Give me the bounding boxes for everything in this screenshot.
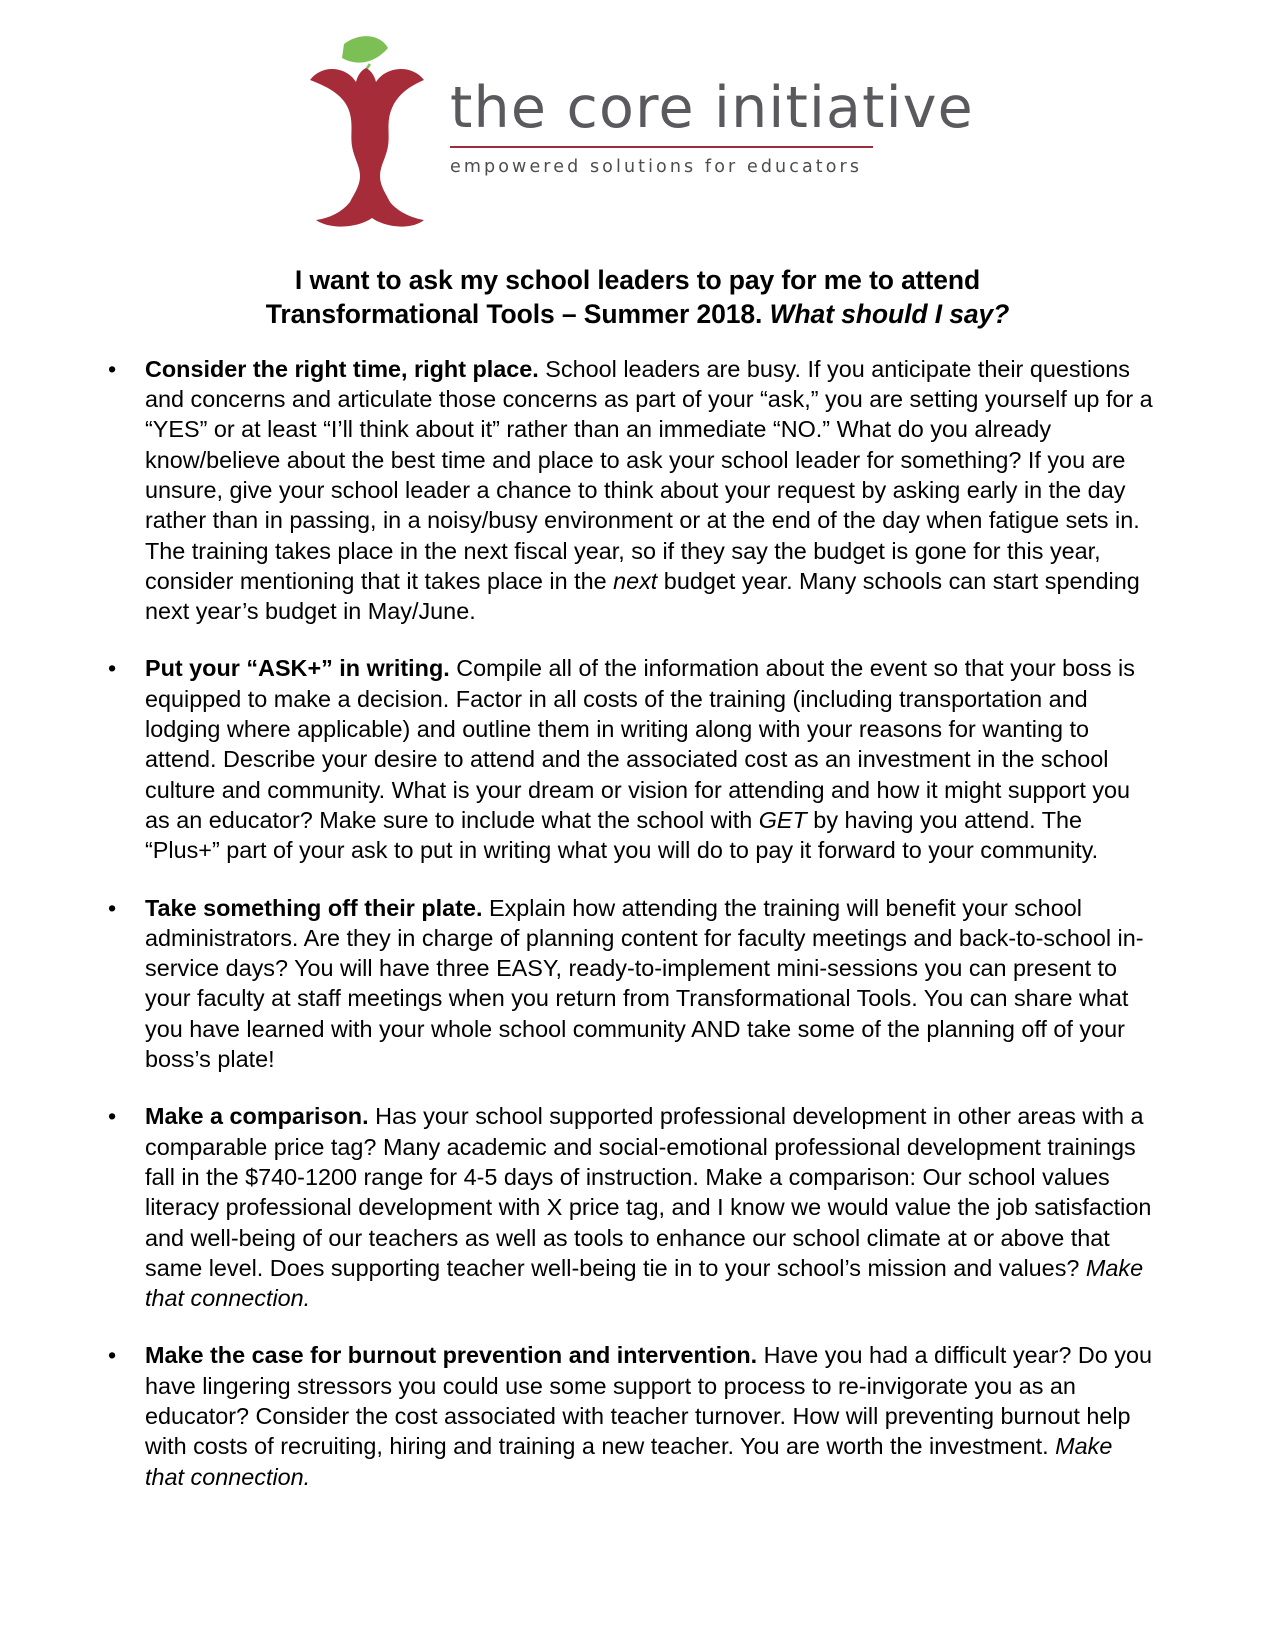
bullet-emphasis: next <box>613 567 658 594</box>
bullet-text: Explain how attending the training will benefit your school administrators. Are they in charge of planning content for faculty meetings and back-to-school in-service days? You will have three EASY, ready-to-implement mini-sessions you can present to your faculty at staff meetings when you return from Transformational Tools. You can share what you have learned with your whole school community AND take some of the planning off of your boss’s plate! <box>145 894 1144 1073</box>
page-title-line-2-italic: What should I say? <box>769 298 1010 329</box>
advice-bullet-list <box>0 354 1275 1492</box>
bullet-heading: Put your “ASK+” in writing. <box>145 655 450 682</box>
logo-text <box>450 75 974 177</box>
page-title-line-1: I want to ask my school leaders to pay for me to attend <box>294 265 981 295</box>
page-title <box>0 264 1275 332</box>
bullet-text: School leaders are busy. If you anticipate their questions and concerns and articulate those concerns as part of your “ask,” you are setting yourself up for a “YES” or at least “I’ll think about it” rather than an immediate “NO.” What do you already know/believe about the best time and place to ask your school leader for something? If you are unsure, give your school leader a chance to think about your request by asking early in the day rather than in passing, in a noisy/busy environment or at the end of the day when fatigue sets in. The training takes place in the next fiscal year, so if they say the budget is gone for this year, consider mentioning that it takes place in the <box>145 355 1153 594</box>
bullet-marker-icon: • <box>108 355 117 382</box>
bullet-heading: Make the case for burnout prevention and intervention. <box>145 1342 758 1369</box>
bullet-text: Compile all of the information about the event so that your boss is equipped to make a decision. Factor in all costs of the training (including transportation and lodging where applicable) and outline them in writing along with your reasons for wanting to attend. Describe your desire to attend and the associated cost as an investment in the school culture and community. What is your dream or vision for attending and how it might support you as an educator? Make sure to include what the school with <box>145 655 1135 833</box>
bullet-marker-icon: • <box>108 894 117 921</box>
list-item <box>0 653 1275 865</box>
bullet-emphasis: Make that connection. <box>145 1254 1144 1312</box>
bullet-marker-icon: • <box>108 655 117 682</box>
bullet-marker-icon: • <box>108 1103 117 1130</box>
list-item <box>0 893 1275 1075</box>
logo-wordmark: the core initiative <box>450 75 974 141</box>
bullet-text: Have you had a difficult year? Do you have lingering stressors you could use some support to process to re-invigorate you as an educator? Consider the cost associated with teacher turnover. How will preventing burnout help with costs of recruiting, hiring and training a new teacher. You are worth the investment. <box>145 1342 1152 1460</box>
logo-divider <box>450 146 873 148</box>
logo-tagline: empowered solutions for educators <box>450 157 863 177</box>
bullet-emphasis: Make that connection. <box>145 1433 1113 1490</box>
bullet-text-continued: budget year. Many schools can start spending next year’s budget in May/June. <box>145 567 1140 625</box>
bullet-heading: Take something off their plate. <box>145 894 483 921</box>
list-item <box>0 1101 1275 1313</box>
logo-header <box>0 0 1275 230</box>
bullet-text-continued: by having you attend. The “Plus+” part of your ask to put in writing what you will do to pay it forward to your community. <box>145 806 1099 864</box>
list-item <box>0 354 1275 627</box>
bullet-text: Has your school supported professional development in other areas with a comparable price tag? Many academic and social-emotional professional development trainings fall in the $740-1200 range for 4-5 days of instruction. Make a comparison: Our school values literacy professional development with X price tag, and I know we would value the job satisfaction and well-being of our teachers as well as tools to enhance our school climate at or above that same level. Does supporting teacher well-being tie in to your school’s mission and values? <box>145 1103 1152 1281</box>
page-title-line-2-plain: Transformational Tools – Summer 2018. <box>265 298 770 329</box>
bullet-heading: Consider the right time, right place. <box>145 355 539 382</box>
apple-core-icon <box>300 34 436 230</box>
bullet-heading: Make a comparison. <box>145 1103 369 1130</box>
bullet-marker-icon: • <box>108 1342 117 1369</box>
page-title-line-2 <box>150 298 1125 332</box>
list-item <box>0 1340 1275 1491</box>
bullet-emphasis: GET <box>758 806 807 833</box>
